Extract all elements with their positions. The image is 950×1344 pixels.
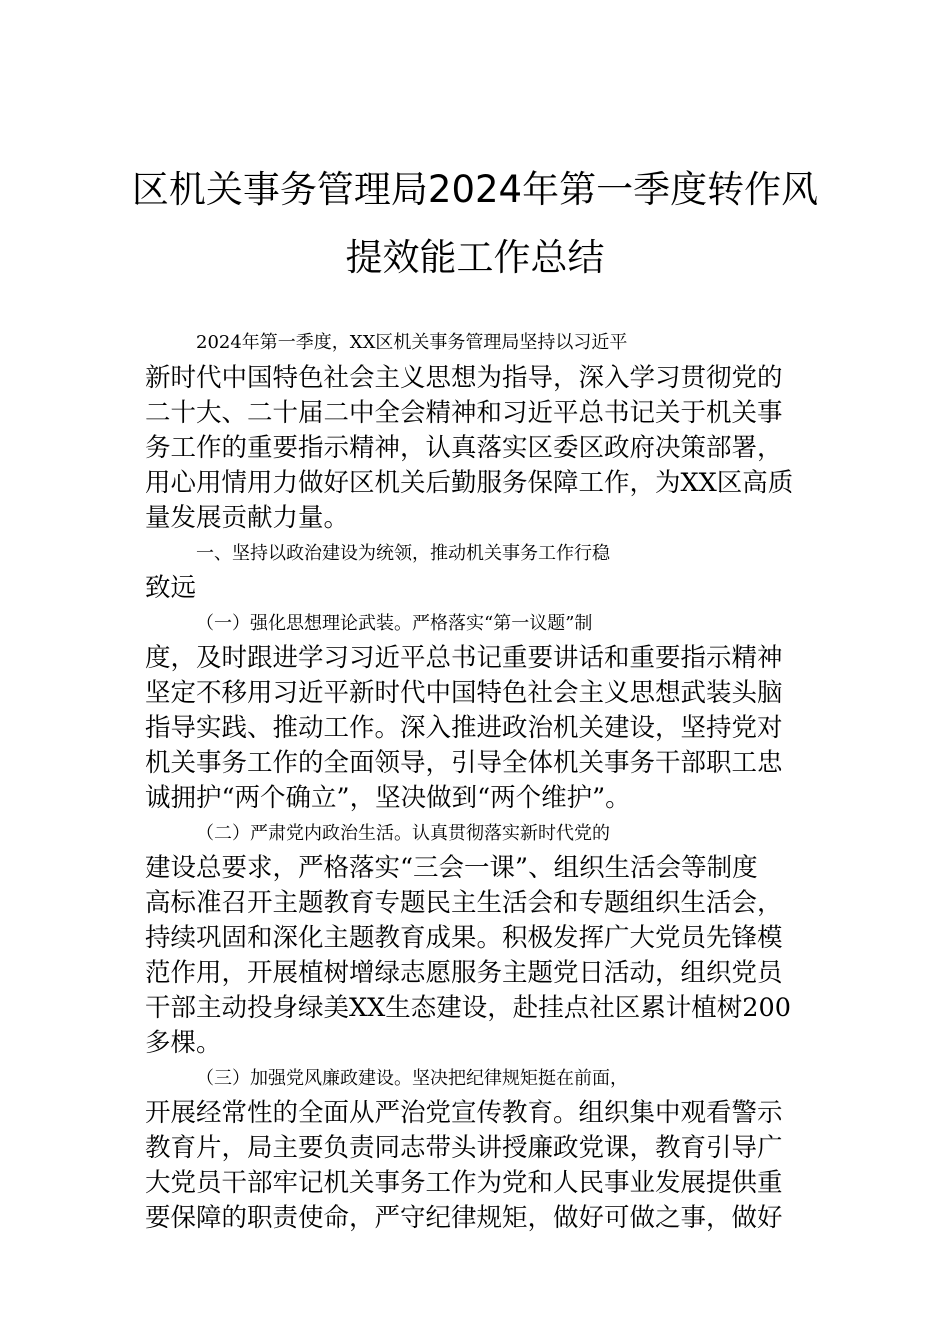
section-heading-line-1: 一、坚持以政治建设为统领，推动机关事务工作行稳 [196, 543, 610, 564]
paragraph-1-line-6: 诚拥护“两个确立”，坚决做到“两个维护”。 [145, 783, 631, 813]
paragraph-intro-line-4: 务工作的重要指示精神，认真落实区委区政府决策部署， [145, 433, 783, 463]
paragraph-intro-line-2: 新时代中国特色社会主义思想为指导，深入学习贯彻党的 [145, 363, 783, 393]
paragraph-3-line-2: 开展经常性的全面从严治党宣传教育。组织集中观看警示 [145, 1098, 783, 1128]
section-heading-line-2: 致远 [145, 573, 197, 603]
paragraph-2-line-2: 建设总要求，严格落实“三会一课”、组织生活会等制度 [145, 853, 758, 883]
paragraph-3-line-5: 要保障的职责使命，严守纪律规矩，做好可做之事，做好 [145, 1203, 783, 1233]
paragraph-3-line-1: （三）加强党风廉政建设。坚决把纪律规矩挺在前面， [196, 1068, 628, 1089]
paragraph-intro-line-5: 用心用情用力做好区机关后勤服务保障工作，为XX区高质 [145, 468, 794, 498]
paragraph-3-line-4: 大党员干部牢记机关事务工作为党和人民事业发展提供重 [145, 1168, 783, 1198]
paragraph-2-line-3: 高标准召开主题教育专题民主生活会和专题组织生活会， [145, 888, 783, 918]
paragraph-intro-line-6: 量发展贡献力量。 [145, 503, 350, 533]
paragraph-1-line-3: 坚定不移用习近平新时代中国特色社会主义思想武装头脑 [145, 678, 783, 708]
paragraph-2-line-5: 范作用，开展植树增绿志愿服务主题党日活动，组织党员 [145, 958, 783, 988]
paragraph-2-line-7: 多棵。 [145, 1028, 222, 1058]
paragraph-1-line-4: 指导实践、推动工作。深入推进政治机关建设，坚持党对 [145, 713, 783, 743]
paragraph-intro-line-3: 二十大、二十届二中全会精神和习近平总书记关于机关事 [145, 398, 783, 428]
paragraph-2-line-6: 干部主动投身绿美XX生态建设，赴挂点社区累计植树200 [145, 993, 791, 1023]
paragraph-3-line-3: 教育片，局主要负责同志带头讲授廉政党课，教育引导广 [145, 1133, 783, 1163]
document-title-line-2: 提效能工作总结 [345, 236, 605, 279]
paragraph-2-line-1: （二）严肃党内政治生活。认真贯彻落实新时代党的 [196, 823, 610, 844]
document-title-line-1: 区机关事务管理局2024年第一季度转作风 [131, 168, 819, 211]
paragraph-intro-line-1: 2024年第一季度，XX区机关事务管理局坚持以习近平 [196, 332, 628, 353]
paragraph-1-line-1: （一）强化思想理论武装。严格落实“第一议题”制 [196, 613, 593, 634]
paragraph-1-line-2: 度，及时跟进学习习近平总书记重要讲话和重要指示精神 [145, 643, 783, 673]
paragraph-1-line-5: 机关事务工作的全面领导，引导全体机关事务干部职工忠 [145, 748, 783, 778]
paragraph-2-line-4: 持续巩固和深化主题教育成果。积极发挥广大党员先锋模 [145, 923, 783, 953]
